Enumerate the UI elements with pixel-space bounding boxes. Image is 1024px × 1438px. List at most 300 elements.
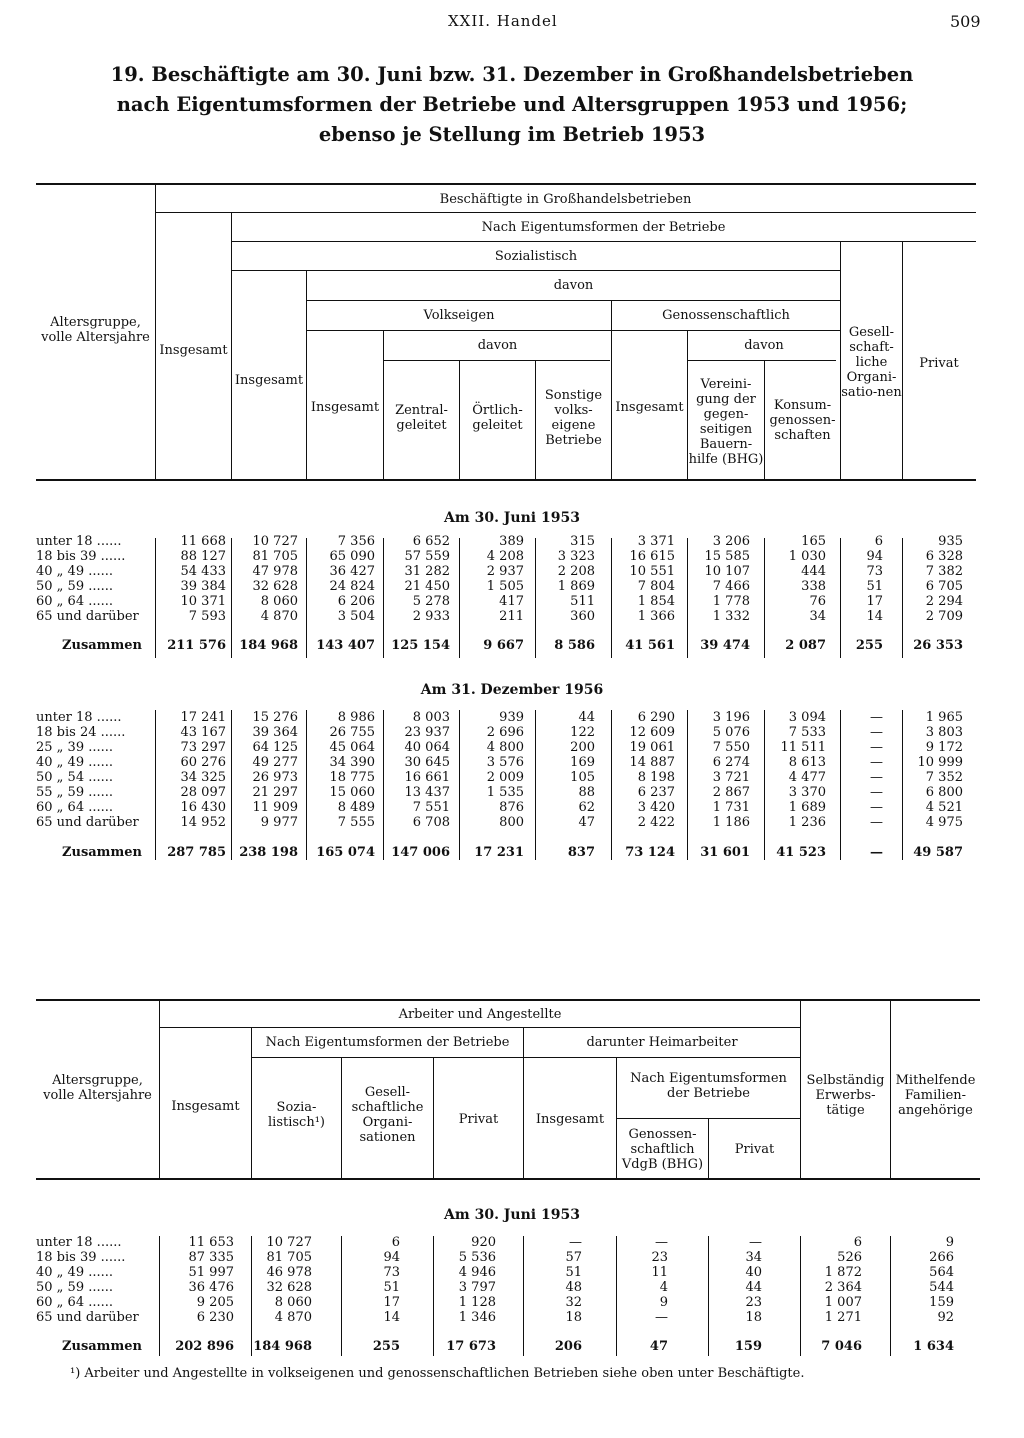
cell: 266 <box>929 1250 954 1265</box>
cell: 47 <box>649 1339 668 1354</box>
cell: — <box>870 845 883 860</box>
cell: 165 074 <box>316 845 375 860</box>
section-title: Am 31. Dezember 1956 <box>420 682 604 698</box>
header-age-group: Altersgruppe, volle Altersjahre <box>41 315 150 345</box>
row-label: 18 bis 24 ...... <box>36 725 126 740</box>
cell: 15 276 <box>252 710 298 725</box>
table-row <box>0 534 1024 549</box>
cell: 7 046 <box>821 1339 862 1354</box>
cell: — <box>569 1235 582 1250</box>
header-sonstige: Sonstige volks-eigene Betriebe <box>544 388 603 448</box>
cell: 9 172 <box>925 740 963 755</box>
cell: 48 <box>565 1280 582 1295</box>
header-ve-total: Insgesamt <box>310 400 380 415</box>
cell: 1 854 <box>637 594 675 609</box>
cell: 2 867 <box>712 785 750 800</box>
t2-header-heim-owner: Nach Eigentumsformen der Betriebe <box>630 1071 787 1101</box>
cell: 15 585 <box>704 549 750 564</box>
total-row <box>0 845 1024 860</box>
cell: 34 390 <box>329 755 375 770</box>
cell: 30 645 <box>404 755 450 770</box>
cell: 184 968 <box>253 1339 312 1354</box>
cell: 40 064 <box>404 740 450 755</box>
table-row <box>0 1280 1024 1295</box>
cell: 9 205 <box>196 1295 234 1310</box>
cell: 211 576 <box>167 638 226 653</box>
cell: 169 <box>570 755 595 770</box>
cell: 4 <box>659 1280 668 1295</box>
cell: — <box>870 785 883 800</box>
table-row <box>0 1250 1024 1265</box>
cell: 2 294 <box>925 594 963 609</box>
cell: 3 576 <box>486 755 524 770</box>
cell: 40 <box>745 1265 762 1280</box>
cell: 147 006 <box>391 845 450 860</box>
cell: 6 <box>853 1235 862 1250</box>
cell: 11 511 <box>780 740 826 755</box>
header-genossenschaftlich: Genossenschaftlich <box>662 308 790 323</box>
cell: 17 241 <box>180 710 226 725</box>
cell: 417 <box>499 594 524 609</box>
cell: 34 <box>809 609 826 624</box>
table-row <box>0 800 1024 815</box>
row-label: 40 „ 49 ...... <box>36 1265 114 1280</box>
cell: 7 466 <box>712 579 750 594</box>
cell: 3 094 <box>788 710 826 725</box>
cell: — <box>655 1235 668 1250</box>
cell: 14 <box>866 609 883 624</box>
t2-header-mithelf: Mithelfende Familien-angehörige <box>895 1072 976 1118</box>
cell: 6 274 <box>712 755 750 770</box>
cell: 876 <box>499 800 524 815</box>
cell: 159 <box>734 1339 762 1354</box>
cell: 54 433 <box>180 564 226 579</box>
cell: 939 <box>499 710 524 725</box>
t2-header-heim-total: Insgesamt <box>535 1111 605 1127</box>
cell: 5 278 <box>412 594 450 609</box>
cell: 287 785 <box>167 845 226 860</box>
cell: 10 551 <box>629 564 675 579</box>
cell: 92 <box>937 1310 954 1325</box>
cell: 6 708 <box>412 815 450 830</box>
row-label: unter 18 ...... <box>36 1235 122 1250</box>
cell: 1 186 <box>712 815 750 830</box>
cell: 24 824 <box>329 579 375 594</box>
t2-header-by-owner: Nach Eigentumsformen der Betriebe <box>265 1035 510 1050</box>
cell: 255 <box>372 1339 400 1354</box>
cell: 238 198 <box>239 845 298 860</box>
cell: 159 <box>929 1295 954 1310</box>
cell: 7 533 <box>788 725 826 740</box>
table-row <box>0 1295 1024 1310</box>
cell: 8 586 <box>554 638 595 653</box>
cell: 1 236 <box>788 815 826 830</box>
row-label: 60 „ 64 ...... <box>36 1295 114 1310</box>
cell: 444 <box>801 564 826 579</box>
section-title: Am 30. Juni 1953 <box>444 510 580 526</box>
cell: 18 <box>745 1310 762 1325</box>
header-ge-total: Insgesamt <box>615 400 684 415</box>
table-row <box>0 579 1024 594</box>
cell: 2 422 <box>637 815 675 830</box>
cell: 21 450 <box>404 579 450 594</box>
cell: 73 297 <box>180 740 226 755</box>
row-label: 50 „ 59 ...... <box>36 1280 114 1295</box>
cell: 3 803 <box>925 725 963 740</box>
cell: 338 <box>801 579 826 594</box>
cell: 105 <box>570 770 595 785</box>
page-number: 509 <box>950 12 981 31</box>
header-by-owner: Nach Eigentumsformen der Betriebe <box>481 219 726 235</box>
header-socialist: Sozialistisch <box>494 248 578 264</box>
t2-header-gesell: Gesell-schaftliche Organi-sationen <box>351 1085 424 1145</box>
cell: 26 353 <box>913 638 963 653</box>
total-row <box>0 1339 1024 1354</box>
table-row <box>0 609 1024 624</box>
cell: 9 <box>659 1295 668 1310</box>
cell: 94 <box>866 549 883 564</box>
row-label: unter 18 ...... <box>36 710 122 725</box>
cell: 544 <box>929 1280 954 1295</box>
cell: 200 <box>570 740 595 755</box>
cell: 21 297 <box>252 785 298 800</box>
row-label: 65 und darüber <box>36 815 139 830</box>
table-row <box>0 1265 1024 1280</box>
cell: 4 870 <box>274 1310 312 1325</box>
row-label: 18 bis 39 ...... <box>36 1250 126 1265</box>
cell: 1 689 <box>788 800 826 815</box>
cell: 88 127 <box>180 549 226 564</box>
cell: 1 869 <box>557 579 595 594</box>
cell: 15 060 <box>329 785 375 800</box>
header-zentral: Zentral-geleitet <box>395 403 448 433</box>
cell: 1 128 <box>458 1295 496 1310</box>
cell: — <box>870 725 883 740</box>
title-line-2: nach Eigentumsformen der Betriebe und Altersgruppen 1953 und 1956; <box>116 93 908 116</box>
cell: — <box>749 1235 762 1250</box>
cell: 18 <box>565 1310 582 1325</box>
cell: 165 <box>801 534 826 549</box>
row-label: Zusammen <box>62 1339 142 1354</box>
cell: 3 370 <box>788 785 826 800</box>
cell: 46 978 <box>266 1265 312 1280</box>
cell: 51 <box>866 579 883 594</box>
header-vdgb: Vereini-gung der gegen-seitigen Bauern-hilfe (BHG) <box>688 377 764 467</box>
cell: 87 335 <box>188 1250 234 1265</box>
cell: 39 364 <box>252 725 298 740</box>
cell: 4 800 <box>486 740 524 755</box>
table-row <box>0 549 1024 564</box>
cell: 17 673 <box>446 1339 496 1354</box>
table-row <box>0 594 1024 609</box>
header-davon: davon <box>553 278 594 293</box>
cell: — <box>870 770 883 785</box>
cell: 3 420 <box>637 800 675 815</box>
cell: 23 937 <box>404 725 450 740</box>
cell: 7 804 <box>637 579 675 594</box>
cell: 360 <box>570 609 595 624</box>
cell: 8 986 <box>337 710 375 725</box>
cell: 41 523 <box>776 845 826 860</box>
cell: 16 430 <box>180 800 226 815</box>
row-label: 65 und darüber <box>36 1310 139 1325</box>
cell: 1 366 <box>637 609 675 624</box>
cell: 1 346 <box>458 1310 496 1325</box>
header-employees: Beschäftigte in Großhandelsbetrieben <box>439 191 692 207</box>
cell: 206 <box>554 1339 582 1354</box>
cell: 14 <box>383 1310 400 1325</box>
table-row <box>0 1235 1024 1250</box>
t2-header-heim-privat: Privat <box>734 1141 775 1157</box>
cell: 64 125 <box>252 740 298 755</box>
cell: 10 727 <box>252 534 298 549</box>
cell: 13 437 <box>404 785 450 800</box>
cell: 526 <box>837 1250 862 1265</box>
cell: 11 909 <box>252 800 298 815</box>
cell: 143 407 <box>316 638 375 653</box>
cell: 10 727 <box>266 1235 312 1250</box>
cell: 32 <box>565 1295 582 1310</box>
cell: 2 009 <box>486 770 524 785</box>
cell: 122 <box>570 725 595 740</box>
cell: 5 536 <box>458 1250 496 1265</box>
cell: 389 <box>499 534 524 549</box>
cell: — <box>655 1310 668 1325</box>
cell: — <box>870 710 883 725</box>
row-label: 60 „ 64 ...... <box>36 800 114 815</box>
t2-header-total: Insgesamt <box>171 1098 240 1114</box>
cell: 935 <box>938 534 963 549</box>
cell: 315 <box>570 534 595 549</box>
cell: 73 <box>383 1265 400 1280</box>
cell: — <box>870 740 883 755</box>
cell: 3 721 <box>712 770 750 785</box>
cell: 8 003 <box>412 710 450 725</box>
cell: 47 978 <box>252 564 298 579</box>
cell: 211 <box>499 609 524 624</box>
cell: 44 <box>745 1280 762 1295</box>
cell: 6 237 <box>637 785 675 800</box>
row-label: 18 bis 39 ...... <box>36 549 126 564</box>
cell: 7 550 <box>712 740 750 755</box>
cell: 16 661 <box>404 770 450 785</box>
cell: 1 634 <box>913 1339 954 1354</box>
row-label: 50 „ 54 ...... <box>36 770 114 785</box>
cell: 23 <box>745 1295 762 1310</box>
cell: 6 <box>874 534 883 549</box>
table-row <box>0 564 1024 579</box>
total-row <box>0 638 1024 653</box>
cell: 41 561 <box>625 638 675 653</box>
cell: 17 <box>383 1295 400 1310</box>
t2-header-arbeiter: Arbeiter und Angestellte <box>398 1006 562 1022</box>
row-label: 55 „ 59 ...... <box>36 785 114 800</box>
row-label: 40 „ 49 ...... <box>36 564 114 579</box>
cell: 32 628 <box>266 1280 312 1295</box>
t2-header-selbst: Selbständig Erwerbs-tätige <box>806 1072 885 1118</box>
header-konsum: Konsum-genossen-schaften <box>769 397 836 443</box>
cell: 7 352 <box>925 770 963 785</box>
cell: 125 154 <box>391 638 450 653</box>
cell: 11 <box>651 1265 668 1280</box>
table-row <box>0 740 1024 755</box>
cell: 94 <box>383 1250 400 1265</box>
cell: 3 196 <box>712 710 750 725</box>
cell: 6 800 <box>925 785 963 800</box>
cell: 81 705 <box>252 549 298 564</box>
row-label: 50 „ 59 ...... <box>36 579 114 594</box>
cell: 1 535 <box>486 785 524 800</box>
cell: 73 124 <box>625 845 675 860</box>
cell: 57 <box>565 1250 582 1265</box>
cell: 8 613 <box>788 755 826 770</box>
cell: — <box>870 800 883 815</box>
cell: 49 587 <box>913 845 963 860</box>
cell: 60 276 <box>180 755 226 770</box>
cell: 1 007 <box>824 1295 862 1310</box>
cell: 5 076 <box>712 725 750 740</box>
cell: 3 206 <box>712 534 750 549</box>
t2-header-genoss: Genossen-schaftlich VdgB (BHG) <box>621 1126 704 1172</box>
cell: 2 937 <box>486 564 524 579</box>
cell: 3 371 <box>637 534 675 549</box>
cell: 11 653 <box>188 1235 234 1250</box>
cell: 45 064 <box>329 740 375 755</box>
cell: 6 230 <box>196 1310 234 1325</box>
cell: 4 521 <box>925 800 963 815</box>
cell: 10 999 <box>917 755 963 770</box>
cell: 4 870 <box>260 609 298 624</box>
row-label: 40 „ 49 ...... <box>36 755 114 770</box>
cell: 26 973 <box>252 770 298 785</box>
cell: 65 090 <box>329 549 375 564</box>
header-privat: Privat <box>919 355 959 371</box>
cell: 1 271 <box>824 1310 862 1325</box>
cell: 6 <box>391 1235 400 1250</box>
header-total: Insgesamt <box>159 342 228 358</box>
cell: 184 968 <box>239 638 298 653</box>
cell: 76 <box>809 594 826 609</box>
cell: 6 328 <box>925 549 963 564</box>
row-label: 65 und darüber <box>36 609 139 624</box>
cell: 1 965 <box>925 710 963 725</box>
cell: 4 975 <box>925 815 963 830</box>
cell: 8 060 <box>260 594 298 609</box>
cell: 10 107 <box>704 564 750 579</box>
cell: 26 755 <box>329 725 375 740</box>
header-soc-total: Insgesamt <box>234 372 304 388</box>
cell: 8 489 <box>337 800 375 815</box>
row-label: Zusammen <box>62 638 142 653</box>
title-line-3: ebenso je Stellung im Betrieb 1953 <box>318 123 706 146</box>
cell: 4 208 <box>486 549 524 564</box>
cell: 9 667 <box>483 638 524 653</box>
cell: 2 933 <box>412 609 450 624</box>
cell: 81 705 <box>266 1250 312 1265</box>
cell: 39 474 <box>700 638 750 653</box>
cell: 10 371 <box>180 594 226 609</box>
cell: 73 <box>866 564 883 579</box>
cell: 36 476 <box>188 1280 234 1295</box>
table-row <box>0 770 1024 785</box>
t2-header-age-group: Altersgruppe, volle Altersjahre <box>43 1073 152 1103</box>
table-row <box>0 755 1024 770</box>
cell: 3 797 <box>458 1280 496 1295</box>
cell: 4 477 <box>788 770 826 785</box>
cell: 1 778 <box>712 594 750 609</box>
cell: 11 668 <box>180 534 226 549</box>
cell: 4 946 <box>458 1265 496 1280</box>
cell: 31 601 <box>700 845 750 860</box>
cell: 7 551 <box>412 800 450 815</box>
cell: 49 277 <box>252 755 298 770</box>
cell: 16 615 <box>629 549 675 564</box>
cell: 17 231 <box>474 845 524 860</box>
t2-header-heim: darunter Heimarbeiter <box>586 1035 738 1050</box>
cell: 255 <box>855 638 883 653</box>
cell: 43 167 <box>180 725 226 740</box>
header-oertlich: Örtlich-geleitet <box>472 403 523 433</box>
cell: 9 <box>945 1235 954 1250</box>
cell: 34 <box>745 1250 762 1265</box>
cell: 44 <box>578 710 595 725</box>
cell: 23 <box>651 1250 668 1265</box>
row-label: unter 18 ...... <box>36 534 122 549</box>
cell: 14 887 <box>629 755 675 770</box>
cell: 32 628 <box>252 579 298 594</box>
cell: 7 593 <box>188 609 226 624</box>
cell: 564 <box>929 1265 954 1280</box>
cell: 2 696 <box>486 725 524 740</box>
cell: 511 <box>570 594 595 609</box>
cell: 34 325 <box>180 770 226 785</box>
cell: 47 <box>578 815 595 830</box>
cell: 1 872 <box>824 1265 862 1280</box>
table-row <box>0 1310 1024 1325</box>
table-row <box>0 785 1024 800</box>
t2-header-privat: Privat <box>458 1111 499 1127</box>
table-row <box>0 710 1024 725</box>
cell: 17 <box>866 594 883 609</box>
cell: 9 977 <box>260 815 298 830</box>
header-ve-davon: davon <box>477 338 518 353</box>
cell: 31 282 <box>404 564 450 579</box>
cell: 3 504 <box>337 609 375 624</box>
cell: 7 382 <box>925 564 963 579</box>
cell: 1 332 <box>712 609 750 624</box>
cell: 6 652 <box>412 534 450 549</box>
cell: 6 705 <box>925 579 963 594</box>
cell: 1 505 <box>486 579 524 594</box>
cell: 1 731 <box>712 800 750 815</box>
title-line-1: 19. Beschäftigte am 30. Juni bzw. 31. Dezember in Großhandelsbetrieben <box>110 63 914 86</box>
row-label: Zusammen <box>62 845 142 860</box>
cell: 36 427 <box>329 564 375 579</box>
cell: 8 198 <box>637 770 675 785</box>
cell: 2 087 <box>785 638 826 653</box>
cell: 51 <box>565 1265 582 1280</box>
chapter-header: XXII. Handel <box>448 12 558 30</box>
cell: 7 356 <box>337 534 375 549</box>
cell: 1 030 <box>788 549 826 564</box>
table-row <box>0 725 1024 740</box>
cell: 800 <box>499 815 524 830</box>
cell: 28 097 <box>180 785 226 800</box>
section-title: Am 30. Juni 1953 <box>444 1207 580 1223</box>
cell: — <box>870 755 883 770</box>
cell: 12 609 <box>629 725 675 740</box>
cell: 8 060 <box>274 1295 312 1310</box>
